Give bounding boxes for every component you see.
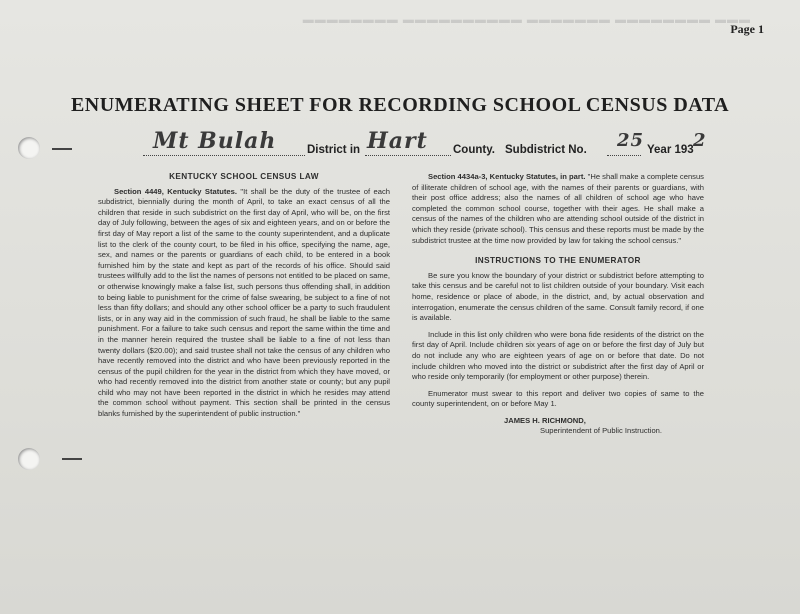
punch-hole-icon <box>18 137 40 159</box>
year-digit-handwritten: 2 <box>693 130 707 151</box>
district-rule <box>143 155 305 156</box>
instructions-heading: INSTRUCTIONS TO THE ENUMERATOR <box>475 256 641 266</box>
section-4449-ref: Section 4449, Kentucky Statutes. <box>114 186 237 196</box>
page-number: Page 1 <box>730 22 764 36</box>
district-label: District in <box>307 144 361 156</box>
district-name-handwritten: Mt Bulah <box>153 128 277 154</box>
instruction-paragraph: Be sure you know the boundary of your district or subdistrict before attempting to take this census and be careful not to list children outside of your boundary. Visit each home, residence or place of abode, in the district, and, by actual observation and interrogation, enumerate the census children of the same. Consult family record, if one is available. <box>412 270 704 323</box>
instruction-paragraph: Include in this list only children who were bona fide residents of the district on the first day of April. Include children six years of age on or before the first day of July but do not include any who are eighteen years of age on or before that date. Do not include children who moved into the district or subdistrict after the first day of April or who reside only temporarily (for employment or other purpose) therein. <box>412 329 704 382</box>
section-4449-text: "It shall be the duty of the trustee of each subdistrict, biennially during the month of April, to take an exact census of all the children that reside in such subdistrict on the first day of April, who will be, on the first day of July following, between the ages of six and eighteen years, and on or before the first day of May report a list of the same to the county superintendent, and a duplicate list to the clerk of the county court, to be filed in his office, specifying the name, age, sex, and names or the parents or guardians of each child, to be entered in a book furnished him by the state and kept as part of the records of his office. Should said trustees willfully add to the list the names of persons not entitled to be placed on same, or otherwise knowingly make a false list, such persons thus offending shall, in addition to being liable to punishment for the crime of false swearing, be subject to a fine of not less than fifty dollars; and should any other school officer be a party to such fraudulent lists, or in any way aid in the commission of such fraud, he shall be liable to the same punishment. For a failure to take such census and report the same within the time and in the manner herein required the trustee shall be liable to a fine of not less than twenty dollars ($20.00); and said trustee shall not take the census of any children who have recently removed into the district and who have been previously reported in the census of the pupil children for the year in the district from which they have moved, or who had recently removed into the district from another state or county; but any pupil child who may not have been reported in the district in which he resides may attend the common school without payment. This section shall be printed in the census blanks furnished by the superintendent of public instruction." <box>98 186 390 419</box>
margin-mark <box>62 458 82 460</box>
year-label: Year 193 <box>647 144 694 156</box>
signature-title: Superintendent of Public Instruction. <box>540 426 662 436</box>
subdistrict-label: Subdistrict No. <box>505 144 587 156</box>
left-column <box>98 172 390 426</box>
section-4434-paragraph <box>412 172 704 246</box>
county-rule <box>365 155 451 156</box>
margin-mark <box>52 148 72 150</box>
punch-hole-icon <box>18 448 40 470</box>
census-law-heading: KENTUCKY SCHOOL CENSUS LAW <box>169 172 319 181</box>
section-4434-ref: Section 4434a-3, Kentucky Statutes, in part. <box>428 172 586 181</box>
subdistrict-rule <box>607 155 641 156</box>
section-4434-text: "He shall make a complete census of illiterate children of school age, with the names of their parents or guardians, with their post office address; also the names of all children of school age who have completed the common school course, together with their ages. He shall make a census of the names of the children who are attending school outside of the district in which they reside (private school). This census and these reports must be made by the subdistrict trustee at the time now provided by law for taking the school census." <box>412 172 704 245</box>
county-name-handwritten: Hart <box>367 128 428 154</box>
right-column <box>412 172 704 437</box>
subdistrict-number-handwritten: 25 <box>617 130 645 151</box>
bleed-through-text: ▬▬▬ ▬▬▬▬▬▬▬▬ ▬▬▬▬▬▬▬ ▬▬▬▬▬▬▬▬▬▬ ▬▬▬▬▬▬▬▬ <box>301 14 750 26</box>
signature-name: JAMES H. RICHMOND, <box>504 415 586 425</box>
document-title: ENUMERATING SHEET FOR RECORDING SCHOOL CENSUS DATA <box>70 94 730 116</box>
header-fields <box>95 128 715 168</box>
section-4449-paragraph <box>98 187 390 420</box>
instruction-paragraph: Enumerator must swear to this report and deliver two copies of same to the county superintendent, on or before May 1. <box>412 388 704 409</box>
county-label: County. <box>453 144 495 156</box>
